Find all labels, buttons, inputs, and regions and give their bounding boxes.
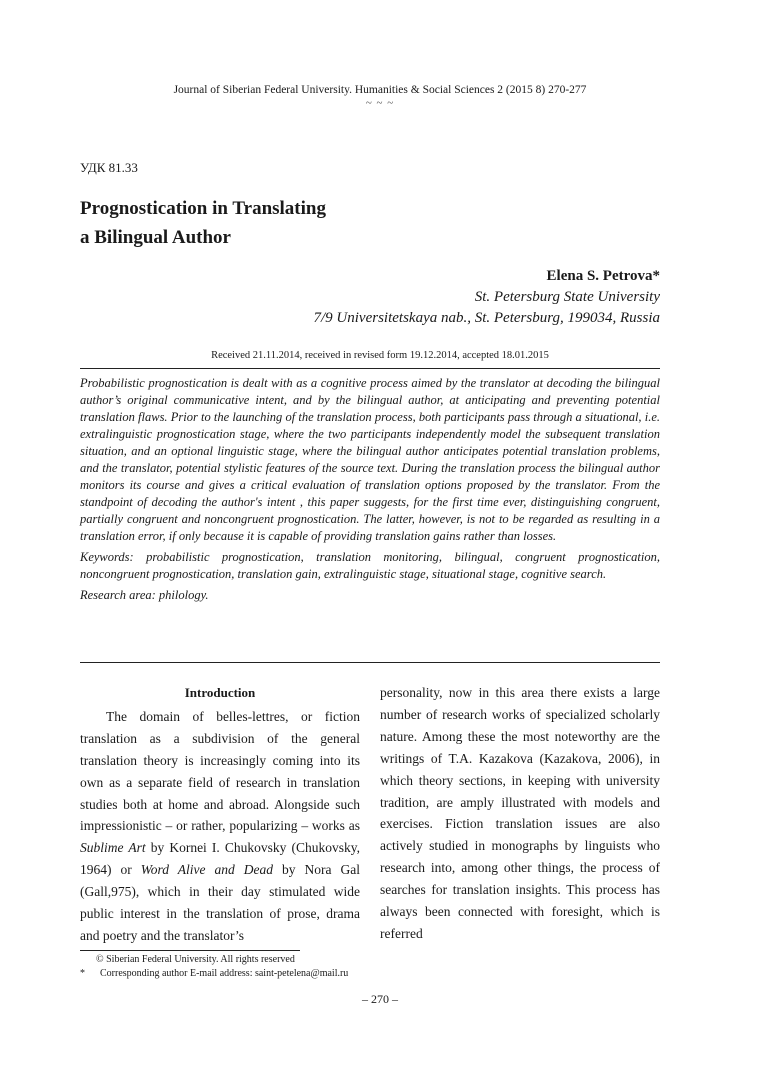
section-heading-introduction: Introduction	[184, 685, 256, 700]
body-left-column	[80, 682, 360, 947]
corresponding-note	[80, 967, 348, 981]
article-title	[80, 194, 326, 252]
header-separator: ~ ~ ~	[365, 97, 395, 109]
footnote-mark: *	[80, 968, 85, 979]
author-name: Elena S. Petrova*	[546, 268, 660, 284]
udk-code: УДК 81.33	[80, 160, 138, 175]
book-title-word-alive: Word Alive and Dead	[140, 862, 273, 878]
footnotes	[80, 953, 348, 981]
abstract-text: Probabilistic prognostication is dealt with as a cognitive process aimed by the translator at decoding the bilingual author’s original communicative intent, and by the bilingual author, at anticipating and preventing potential translation flaws. Prior to the launching of the translation process, both participants pass through a situational, i.e. extralinguistic prognostication stage, where the two participants independently model the subsequent translation situation, and an optional linguistic stage, where the bilingual author anticipates potential translation problems, and the translator, potential stylistic features of the source text. During the translation process the bilingual author monitors its course and gives a critical evaluation of translation options proposed by the translator. From the standpoint of decoding the author's intent , this paper suggests, for the first time ever, distinguishing congruent, partially congruent and noncongruent prognostication. The latter, however, is not to be regarded as resulting in a translation error, if only because it is capable of providing translation gains rather than losses.	[80, 376, 660, 543]
received-dates: Received 21.11.2014, received in revised form 19.12.2014, accepted 18.01.2015	[211, 350, 549, 361]
abstract-top-rule	[80, 368, 660, 369]
body-text: The domain of belles-lettres, or fiction translation as a subdivision of the general translation theory is increasingly coming into its own as a separate field of research in translation studies both at home and abroad. Alongside such impressionistic – or rather, popularizing – works as	[80, 708, 360, 834]
body-paragraph	[80, 706, 360, 947]
title-line-1: Prognostication in Translating	[80, 198, 326, 219]
author-affiliation: St. Petersburg State University	[474, 289, 660, 305]
corresponding-author: Corresponding author E-mail address: saint-petelena@mail.ru	[100, 968, 349, 979]
body-paragraph-continued: personality, now in this area there exists a large number of research works of specialized scholarly nature. Among these the most noteworthy are the writings of T.A. Kazakova (Kazakova, 2006), in which theory sections, in keeping with university tradition, are amply illustrated with models and exercises. Fiction translation issues are also actively studied in monographs by linguists who research into, among other things, the process of searches for translation insights. This process has always been connected with foresight, which is referred	[380, 685, 660, 941]
copyright-note: © Siberian Federal University. All rights reserved	[96, 954, 295, 965]
journal-header: Journal of Siberian Federal University. Humanities & Social Sciences 2 (2015 8) 270-277	[173, 84, 587, 96]
keywords: Keywords: probabilistic prognostication, translation monitoring, bilingual, congruent prognostication, noncongruent prognostication, translation gain, extralinguistic stage, situational stage, cognitive search.	[80, 550, 660, 581]
body-text: by Kornei I. Chukovsky (Chukovsky, 1964) or	[80, 840, 360, 878]
author-block	[314, 266, 661, 329]
abstract-bottom-rule	[80, 662, 660, 663]
footnote-rule	[80, 950, 300, 951]
page-number: – 270 –	[362, 992, 398, 1006]
book-title-sublime-art: Sublime Art	[80, 840, 146, 856]
abstract-block	[80, 375, 660, 608]
body-right-column	[380, 682, 660, 945]
body-text: by Nora Gal (Gall,975), which in their day stimulated wide public interest in the translation of prose, drama and poetry and the translator’s	[80, 862, 360, 943]
research-area: Research area: philology.	[80, 588, 209, 602]
author-address: 7/9 Universitetskaya nab., St. Petersburg, 199034, Russia	[313, 310, 660, 326]
title-line-2: a Bilingual Author	[80, 227, 231, 248]
